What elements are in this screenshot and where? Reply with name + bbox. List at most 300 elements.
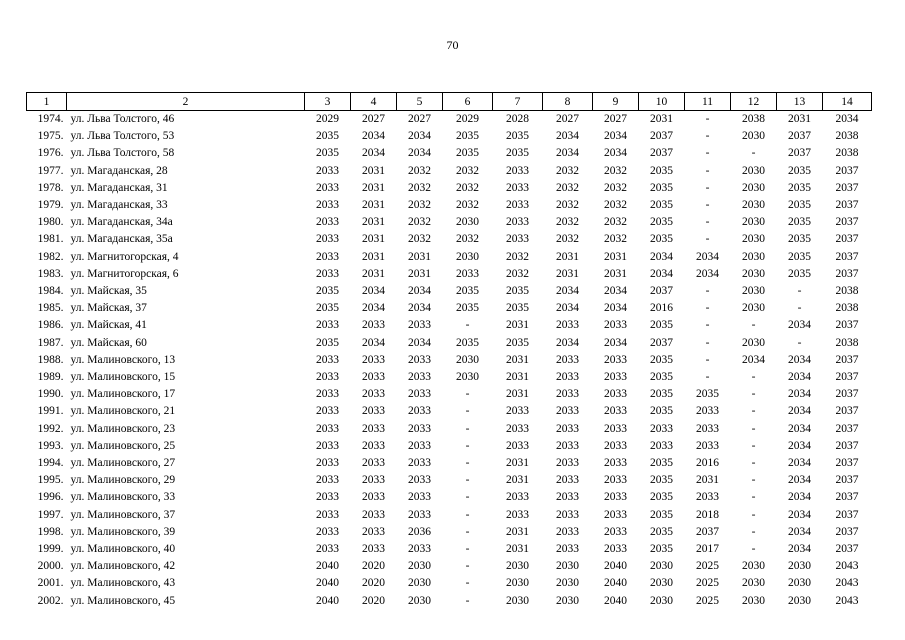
row-value-col-12: -	[751, 388, 756, 401]
row-value-col-11: -	[705, 319, 710, 332]
row-value-col-11: -	[705, 353, 710, 366]
table-row	[27, 111, 872, 129]
row-value-col-6: 2032	[456, 181, 479, 194]
row-value-col-11: 2035	[696, 388, 719, 401]
row-value-col-13: -	[797, 285, 802, 298]
row-address: ул. Магнитогорская, 6	[70, 267, 179, 280]
row-address: ул. Малиновского, 23	[70, 422, 176, 435]
row-value-col-3: 2033	[316, 164, 339, 177]
row-value-col-12: 2030	[742, 233, 765, 246]
row-value-col-6: 2035	[456, 147, 479, 160]
row-value-col-12: -	[751, 508, 756, 521]
row-value-col-13: 2035	[788, 267, 811, 280]
row-value-col-7: 2033	[506, 164, 529, 177]
row-value-col-4: 2027	[362, 113, 385, 125]
row-value-col-5: 2033	[408, 405, 431, 418]
row-value-col-5: 2033	[408, 388, 431, 401]
row-value-col-10: 2033	[650, 422, 673, 435]
row-value-col-3: 2040	[316, 560, 339, 573]
row-value-col-6: -	[465, 422, 470, 435]
row-value-col-8: 2034	[556, 285, 579, 298]
row-value-col-6: 2030	[456, 216, 479, 229]
row-number: 2002.	[37, 594, 64, 607]
row-number: 1982.	[37, 250, 64, 263]
header-row	[27, 93, 872, 111]
row-address: ул. Малиновского, 13	[70, 353, 176, 366]
row-value-col-5: 2033	[408, 474, 431, 487]
row-value-col-10: 2035	[650, 233, 673, 246]
table-header	[27, 93, 872, 111]
row-address: ул. Малиновского, 17	[70, 388, 176, 401]
row-value-col-8: 2033	[556, 491, 579, 504]
row-value-col-14: 2037	[835, 525, 859, 538]
column-header-5: 5	[397, 93, 443, 111]
row-value-col-7: 2033	[506, 422, 529, 435]
row-value-col-4: 2033	[362, 439, 385, 452]
row-value-col-5: 2033	[408, 491, 431, 504]
row-value-col-6: 2032	[456, 164, 479, 177]
row-value-col-13: 2035	[788, 216, 811, 229]
row-value-col-5: 2034	[408, 336, 431, 349]
row-value-col-3: 2033	[316, 422, 339, 435]
row-value-col-3: 2033	[316, 216, 339, 229]
table-row	[27, 369, 872, 386]
row-value-col-5: 2033	[408, 457, 431, 470]
row-value-col-12: -	[751, 474, 756, 487]
row-value-col-4: 2033	[362, 319, 385, 332]
row-value-col-8: 2030	[556, 594, 579, 607]
row-value-col-5: 2030	[408, 594, 431, 607]
column-header-9: 9	[593, 93, 639, 111]
row-value-col-8: 2033	[556, 371, 579, 384]
row-value-col-5: 2034	[408, 302, 431, 315]
row-value-col-4: 2033	[362, 405, 385, 418]
row-value-col-8: 2033	[556, 319, 579, 332]
column-header-8: 8	[543, 93, 593, 111]
row-value-col-7: 2035	[506, 130, 529, 143]
row-value-col-3: 2033	[316, 525, 339, 538]
row-value-col-3: 2033	[316, 439, 339, 452]
row-value-col-13: -	[797, 302, 802, 315]
row-value-col-9: 2033	[604, 491, 627, 504]
row-value-col-3: 2033	[316, 199, 339, 212]
column-header-13: 13	[777, 93, 823, 111]
row-value-col-7: 2031	[506, 457, 529, 470]
row-value-col-13: 2034	[788, 457, 811, 470]
row-value-col-7: 2033	[506, 508, 529, 521]
table-row	[27, 197, 872, 214]
row-value-col-8: 2033	[556, 508, 579, 521]
row-value-col-11: -	[705, 147, 710, 160]
row-number: 1980.	[37, 216, 64, 229]
table-row	[27, 317, 872, 334]
row-value-col-5: 2033	[408, 371, 431, 384]
table-row	[27, 300, 872, 317]
row-value-col-6: -	[465, 439, 470, 452]
row-value-col-14: 2037	[835, 388, 859, 401]
row-number: 1993.	[37, 439, 64, 452]
row-address: ул. Магаданская, 35а	[70, 233, 173, 246]
row-value-col-7: 2033	[506, 216, 529, 229]
row-number: 1994.	[37, 457, 64, 470]
row-value-col-3: 2033	[316, 250, 339, 263]
row-value-col-5: 2033	[408, 439, 431, 452]
row-value-col-5: 2027	[408, 113, 431, 125]
row-value-col-9: 2033	[604, 371, 627, 384]
row-value-col-8: 2031	[556, 267, 579, 280]
page-number: 70	[446, 38, 459, 52]
row-value-col-8: 2034	[556, 147, 579, 160]
row-value-col-7: 2033	[506, 439, 529, 452]
row-number: 2001.	[37, 577, 64, 590]
row-address: ул. Льва Толстого, 53	[70, 130, 175, 143]
row-value-col-8: 2034	[556, 130, 579, 143]
row-value-col-14: 2037	[835, 233, 859, 246]
row-value-col-4: 2031	[362, 164, 385, 177]
row-value-col-11: 2033	[696, 405, 719, 418]
row-value-col-4: 2031	[362, 216, 385, 229]
row-value-col-3: 2033	[316, 457, 339, 470]
row-number: 1983.	[37, 267, 64, 280]
row-value-col-13: 2030	[788, 577, 811, 590]
row-value-col-14: 2037	[835, 543, 859, 556]
row-value-col-4: 2033	[362, 422, 385, 435]
row-value-col-5: 2033	[408, 353, 431, 366]
row-value-col-11: -	[705, 164, 710, 177]
row-value-col-10: 2035	[650, 371, 673, 384]
row-value-col-3: 2033	[316, 319, 339, 332]
row-value-col-11: 2033	[696, 491, 719, 504]
row-number: 1992.	[37, 422, 64, 435]
row-value-col-7: 2031	[506, 371, 529, 384]
table-row	[27, 438, 872, 455]
table-row	[27, 163, 872, 180]
row-value-col-9: 2033	[604, 353, 627, 366]
row-value-col-8: 2032	[556, 233, 579, 246]
row-value-col-14: 2037	[835, 439, 859, 452]
row-value-col-9: 2032	[604, 216, 627, 229]
row-value-col-4: 2034	[362, 130, 385, 143]
row-number: 1995.	[37, 474, 64, 487]
row-value-col-10: 2030	[650, 577, 673, 590]
row-address: ул. Малиновского, 42	[70, 560, 176, 573]
row-value-col-8: 2033	[556, 457, 579, 470]
row-number: 1976.	[37, 147, 64, 160]
row-address: ул. Малиновского, 45	[70, 594, 176, 607]
row-value-col-14: 2037	[835, 216, 859, 229]
row-value-col-11: 2033	[696, 439, 719, 452]
row-value-col-5: 2034	[408, 285, 431, 298]
row-value-col-12: 2030	[742, 560, 765, 573]
table-row	[27, 575, 872, 592]
row-number: 1985.	[37, 302, 64, 315]
row-value-col-11: 2017	[696, 543, 719, 556]
row-value-col-6: 2030	[456, 371, 479, 384]
row-value-col-12: -	[751, 525, 756, 538]
row-value-col-8: 2031	[556, 250, 579, 263]
row-value-col-12: 2030	[742, 302, 765, 315]
row-value-col-10: 2035	[650, 353, 673, 366]
row-value-col-3: 2033	[316, 491, 339, 504]
row-value-col-12: 2030	[742, 250, 765, 263]
table-row	[27, 145, 872, 162]
row-value-col-9: 2034	[604, 302, 627, 315]
row-value-col-12: 2030	[742, 216, 765, 229]
row-value-col-5: 2033	[408, 422, 431, 435]
schedule-table	[26, 92, 872, 610]
row-value-col-4: 2020	[362, 594, 385, 607]
row-value-col-3: 2035	[316, 336, 339, 349]
row-value-col-14: 2037	[835, 267, 859, 280]
row-value-col-5: 2031	[408, 250, 431, 263]
row-value-col-14: 2038	[835, 336, 859, 349]
row-value-col-3: 2033	[316, 388, 339, 401]
row-value-col-14: 2043	[835, 577, 859, 590]
row-value-col-5: 2034	[408, 147, 431, 160]
row-address: ул. Малиновского, 39	[70, 525, 176, 538]
row-value-col-6: 2033	[456, 267, 479, 280]
row-value-col-14: 2037	[835, 164, 859, 177]
row-value-col-7: 2033	[506, 181, 529, 194]
row-value-col-9: 2031	[604, 250, 627, 263]
row-value-col-7: 2030	[506, 560, 529, 573]
row-value-col-10: 2035	[650, 164, 673, 177]
table-row	[27, 352, 872, 369]
row-value-col-9: 2033	[604, 457, 627, 470]
row-number: 1988.	[37, 353, 64, 366]
row-value-col-9: 2033	[604, 388, 627, 401]
row-value-col-10: 2035	[650, 474, 673, 487]
row-value-col-10: 2037	[650, 285, 673, 298]
row-value-col-14: 2037	[835, 491, 859, 504]
row-value-col-14: 2037	[835, 457, 859, 470]
table-row	[27, 128, 872, 145]
column-header-1: 1	[27, 93, 67, 111]
row-value-col-6: -	[465, 543, 470, 556]
row-value-col-3: 2033	[316, 233, 339, 246]
row-value-col-12: -	[751, 147, 756, 160]
row-address: ул. Малиновского, 15	[70, 371, 176, 384]
row-value-col-4: 2033	[362, 457, 385, 470]
table-row	[27, 541, 872, 558]
row-value-col-5: 2032	[408, 216, 431, 229]
row-value-col-13: 2034	[788, 353, 811, 366]
table-row	[27, 386, 872, 403]
table-row	[27, 283, 872, 300]
row-value-col-6: -	[465, 474, 470, 487]
row-value-col-6: -	[465, 525, 470, 538]
row-value-col-8: 2032	[556, 216, 579, 229]
row-value-col-4: 2020	[362, 577, 385, 590]
row-value-col-5: 2030	[408, 577, 431, 590]
row-value-col-6: 2032	[456, 199, 479, 212]
column-header-4: 4	[351, 93, 397, 111]
row-value-col-10: 2035	[650, 457, 673, 470]
row-value-col-8: 2033	[556, 543, 579, 556]
row-address: ул. Майская, 35	[70, 285, 147, 298]
row-value-col-6: -	[465, 577, 470, 590]
row-value-col-13: 2035	[788, 164, 811, 177]
row-address: ул. Магаданская, 28	[70, 164, 168, 177]
row-value-col-13: 2034	[788, 474, 811, 487]
row-value-col-4: 2031	[362, 267, 385, 280]
row-value-col-7: 2035	[506, 285, 529, 298]
row-value-col-14: 2038	[835, 130, 859, 143]
row-value-col-14: 2037	[835, 508, 859, 521]
row-value-col-9: 2032	[604, 181, 627, 194]
row-number: 1986.	[37, 319, 64, 332]
row-value-col-5: 2031	[408, 267, 431, 280]
row-value-col-6: 2035	[456, 285, 479, 298]
row-number: 1979.	[37, 199, 64, 212]
row-number: 1977.	[37, 164, 64, 177]
row-value-col-4: 2033	[362, 353, 385, 366]
row-value-col-13: 2037	[788, 130, 811, 143]
row-value-col-4: 2034	[362, 285, 385, 298]
row-number: 1998.	[37, 525, 64, 538]
row-value-col-12: -	[751, 422, 756, 435]
row-value-col-9: 2033	[604, 319, 627, 332]
row-value-col-10: 2030	[650, 560, 673, 573]
row-address: ул. Магаданская, 34а	[70, 216, 173, 229]
row-value-col-8: 2032	[556, 181, 579, 194]
row-value-col-3: 2040	[316, 577, 339, 590]
row-value-col-7: 2033	[506, 199, 529, 212]
row-address: ул. Майская, 37	[70, 302, 147, 315]
column-header-2: 2	[67, 93, 305, 111]
table-row	[27, 249, 872, 266]
row-value-col-3: 2035	[316, 130, 339, 143]
row-value-col-5: 2030	[408, 560, 431, 573]
row-value-col-13: -	[797, 336, 802, 349]
row-value-col-9: 2033	[604, 405, 627, 418]
row-value-col-9: 2034	[604, 285, 627, 298]
row-value-col-3: 2033	[316, 371, 339, 384]
row-address: ул. Малиновского, 43	[70, 577, 176, 590]
row-value-col-12: 2030	[742, 164, 765, 177]
row-value-col-5: 2034	[408, 130, 431, 143]
row-number: 1987.	[37, 336, 64, 349]
row-value-col-10: 2037	[650, 130, 673, 143]
row-value-col-8: 2033	[556, 422, 579, 435]
row-value-col-13: 2034	[788, 422, 811, 435]
row-value-col-6: -	[465, 508, 470, 521]
row-value-col-9: 2034	[604, 147, 627, 160]
row-value-col-6: 2030	[456, 353, 479, 366]
row-value-col-6: -	[465, 319, 470, 332]
row-value-col-13: 2034	[788, 439, 811, 452]
row-value-col-13: 2037	[788, 147, 811, 160]
row-value-col-13: 2035	[788, 181, 811, 194]
column-header-7: 7	[493, 93, 543, 111]
row-value-col-11: 2037	[696, 525, 719, 538]
row-value-col-4: 2031	[362, 250, 385, 263]
row-number: 1997.	[37, 508, 64, 521]
row-value-col-7: 2035	[506, 302, 529, 315]
row-value-col-11: -	[705, 130, 710, 143]
row-address: ул. Малиновского, 29	[70, 474, 176, 487]
row-value-col-11: 2025	[696, 577, 719, 590]
row-value-col-12: 2030	[742, 336, 765, 349]
row-number: 1981.	[37, 233, 64, 246]
row-value-col-11: 2025	[696, 560, 719, 573]
row-value-col-3: 2033	[316, 353, 339, 366]
row-value-col-7: 2033	[506, 405, 529, 418]
row-value-col-4: 2031	[362, 181, 385, 194]
row-value-col-10: 2037	[650, 336, 673, 349]
row-value-col-9: 2032	[604, 199, 627, 212]
row-address: ул. Малиновского, 37	[70, 508, 176, 521]
row-value-col-13: 2034	[788, 319, 811, 332]
row-number: 1990.	[37, 388, 64, 401]
table-row	[27, 593, 872, 610]
column-header-10: 10	[639, 93, 685, 111]
row-value-col-9: 2033	[604, 508, 627, 521]
row-number: 1991.	[37, 405, 64, 418]
row-value-col-14: 2037	[835, 250, 859, 263]
column-header-3: 3	[305, 93, 351, 111]
row-value-col-12: 2038	[742, 113, 765, 125]
row-value-col-13: 2034	[788, 388, 811, 401]
row-value-col-12: -	[751, 457, 756, 470]
row-address: ул. Магаданская, 33	[70, 199, 168, 212]
row-value-col-9: 2032	[604, 164, 627, 177]
row-value-col-9: 2033	[604, 422, 627, 435]
row-value-col-13: 2034	[788, 508, 811, 521]
row-value-col-8: 2033	[556, 353, 579, 366]
row-value-col-11: 2025	[696, 594, 719, 607]
row-value-col-11: 2034	[696, 250, 719, 263]
row-value-col-10: 2035	[650, 388, 673, 401]
row-value-col-11: -	[705, 113, 710, 125]
row-value-col-7: 2031	[506, 388, 529, 401]
row-value-col-12: 2034	[742, 353, 765, 366]
row-address: ул. Льва Толстого, 46	[70, 113, 175, 125]
row-value-col-9: 2033	[604, 525, 627, 538]
row-value-col-8: 2033	[556, 439, 579, 452]
row-value-col-13: 2030	[788, 594, 811, 607]
row-number: 1996.	[37, 491, 64, 504]
table-row	[27, 489, 872, 506]
row-value-col-12: 2030	[742, 285, 765, 298]
row-value-col-7: 2031	[506, 525, 529, 538]
row-value-col-11: 2033	[696, 422, 719, 435]
row-value-col-3: 2035	[316, 285, 339, 298]
table-row	[27, 231, 872, 248]
row-number: 1978.	[37, 181, 64, 194]
row-value-col-5: 2033	[408, 543, 431, 556]
row-value-col-14: 2037	[835, 371, 859, 384]
row-value-col-11: -	[705, 216, 710, 229]
row-value-col-10: 2035	[650, 525, 673, 538]
row-value-col-8: 2030	[556, 577, 579, 590]
row-address: ул. Льва Толстого, 58	[70, 147, 175, 160]
row-value-col-6: 2035	[456, 302, 479, 315]
row-value-col-12: -	[751, 543, 756, 556]
row-address: ул. Майская, 41	[70, 319, 147, 332]
row-value-col-6: 2029	[456, 113, 479, 125]
table-row	[27, 507, 872, 524]
row-value-col-4: 2033	[362, 371, 385, 384]
column-header-12: 12	[731, 93, 777, 111]
row-value-col-8: 2033	[556, 405, 579, 418]
row-value-col-3: 2033	[316, 267, 339, 280]
row-value-col-4: 2020	[362, 560, 385, 573]
row-address: ул. Майская, 60	[70, 336, 147, 349]
row-value-col-9: 2033	[604, 474, 627, 487]
row-value-col-9: 2027	[604, 113, 627, 125]
row-number: 1989.	[37, 371, 64, 384]
